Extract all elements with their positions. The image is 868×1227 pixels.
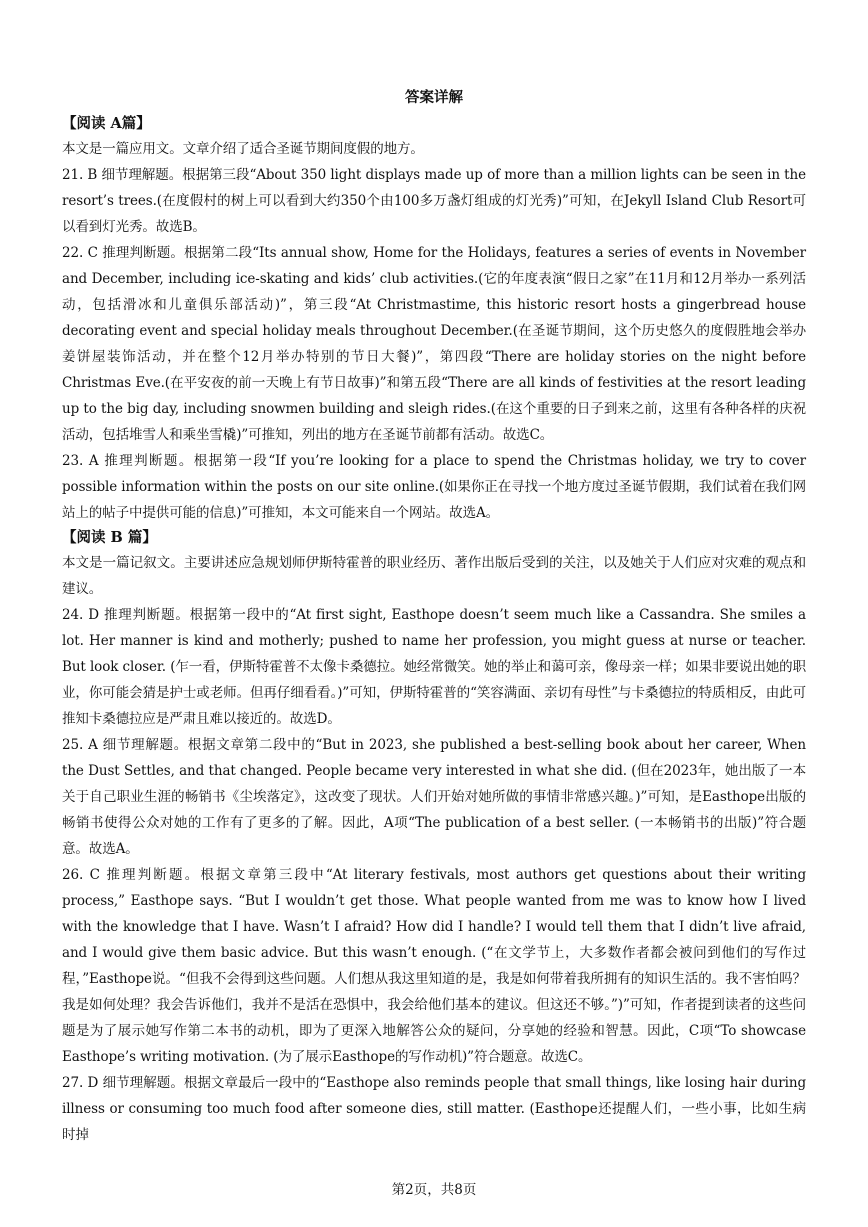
paragraph-b-intro: 本文是一篇记叙文。主要讲述应急规划师伊斯特霍普的职业经历、著作出版后受到的关注，以及她关于人们应对灾难的观点和建议。 <box>62 555 806 597</box>
paragraph-q24: 24. D 推理判断题。根据第一段中的“At first sight, Easthope doesn’t seem much like a Cassandra. She smiles a lot. Her manner is kind and motherly; pushed to name her profession, you might guess at nurse or teacher. But look closer. (乍一看，伊斯特霍普不太像卡桑德拉。她经常微笑。她的举止和蔼可亲，像母亲一样；如果非要说出她的职业，你可能会猜是护士或老师。但再仔细看看。)”可知，伊斯特霍普的“笑容满面、亲切有母性”与卡桑德拉的特质相反，由此可推知卡桑德拉应是严肃且难以接近的。故选D。 <box>62 607 806 727</box>
paragraph-q21: 21. B 细节理解题。根据第三段“About 350 light displays made up of more than a million lights can be seen in the resort’s trees.(在度假村的树上可以看到大约350个由100多万盏灯组成的灯光秀)”可知，在Jekyll Island Club Resort可以看到灯光秀。故选B。 <box>62 167 806 235</box>
section-heading-a: 【阅读 A篇】 <box>62 115 151 132</box>
paragraph-q25: 25. A 细节理解题。根据文章第二段中的“But in 2023, she published a best-selling book about her career, When the Dust Settles, and that changed. People became very interested in what she did. (但在2023年，她出版了一本关于自己职业生涯的畅销书《尘埃落定》，这改变了现状。人们开始对她所做的事情非常感兴趣。)”可知，是Easthope出版的畅销书使得公众对她的工作有了更多的了解。因此，A项“The publication of a best seller. (一本畅销书的出版)”符合题意。故选A。 <box>62 737 806 857</box>
page-number-footer: 第2页，共8页 <box>391 1182 477 1198</box>
paragraph-q23: 23. A 推理判断题。根据第一段“If you’re looking for a place to spend the Christmas holiday, we try to cover possible information within the posts on our site online.(如果你正在寻找一个地方度过圣诞节假期，我们试着在我们网站上的帖子中提供可能的信息)”可推知，本文可能来自一个网站。故选A。 <box>62 453 806 521</box>
paragraph-q27: 27. D 细节理解题。根据文章最后一段中的“Easthope also reminds people that small things, like losing hair during illness or consuming too much food after someone dies, still matter. (Easthope还提醒人们，一些小事，比如生病时掉 <box>62 1075 806 1143</box>
paragraph-q26: 26. C 推理判断题。根据文章第三段中“At literary festivals, most authors get questions about their writing process,” Easthope says. “But I wouldn’t get those. What people wanted from me was to know how I lived with the knowledge that I have. Wasn’t I afraid? How did I handle? I would tell them that I didn’t live afraid, and I would give them basic advice. But this wasn’t enough. (“在文学节上，大多数作者都会被问到他们的写作过程，”Easthope说。“但我不会得到这些问题。人们想从我这里知道的是，我是如何带着我所拥有的知识生活的。我不害怕吗？我是如何处理？我会告诉他们，我并不是活在恐惧中，我会给他们基本的建议。但这还不够。”)”可知，作者提到读者的这些问题是为了展示她写作第二本书的动机，即为了更深入地解答公众的疑问，分享她的经验和智慧。因此，C项“To showcase Easthope’s writing motivation. (为了展示Easthope的写作动机)”符合题意。故选C。 <box>62 867 806 1065</box>
section-heading-b: 【阅读 B 篇】 <box>62 529 157 546</box>
document-page <box>62 86 806 1148</box>
page-title: 答案详解 <box>405 89 463 106</box>
paragraph-a-intro: 本文是一篇应用文。文章介绍了适合圣诞节期间度假的地方。 <box>62 141 424 157</box>
paragraph-q22: 22. C 推理判断题。根据第二段“Its annual show, Home for the Holidays, features a series of events in November and December, including ice-skating and kids’ club activities.(它的年度表演“假日之家”在11月和12月举办一系列活动，包括滑冰和儿童俱乐部活动)”，第三段“At Christmastime, this historic resort hosts a gingerbread house decorating event and special holiday meals throughout December.(在圣诞节期间，这个历史悠久的度假胜地会举办姜饼屋装饰活动，并在整个12月举办特别的节日大餐)”，第四段“There are holiday stories on the night before Christmas Eve.(在平安夜的前一天晚上有节日故事)”和第五段“There are all kinds of festivities at the resort leading up to the big day, including snowmen building and sleigh rides.(在这个重要的日子到来之前，这里有各种各样的庆祝活动，包括堆雪人和乘坐雪橇)”可推知，列出的地方在圣诞节前都有活动。故选C。 <box>62 245 806 443</box>
